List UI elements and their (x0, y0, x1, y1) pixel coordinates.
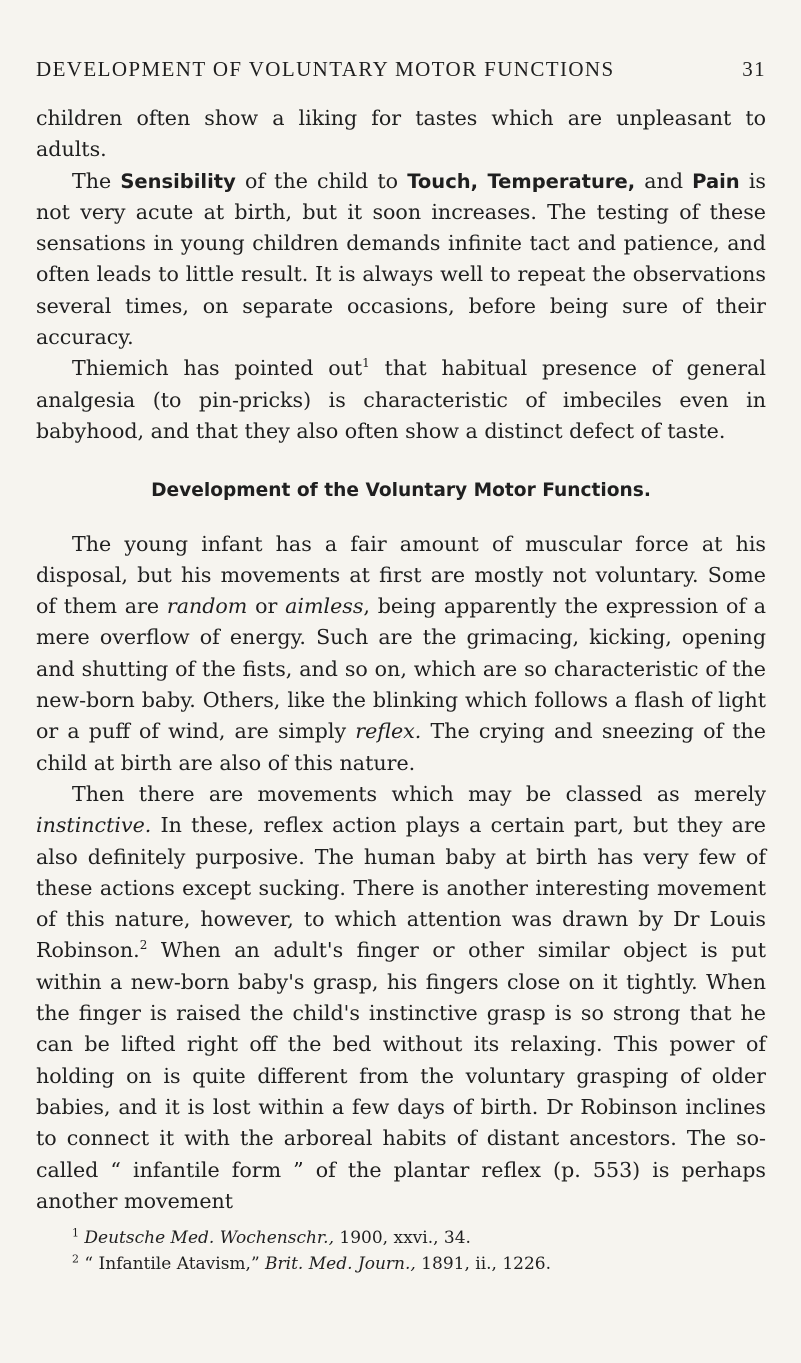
italic-term: random (166, 594, 248, 619)
footnotes (36, 1225, 766, 1277)
bold-term: Pain (692, 169, 740, 193)
page-number: 31 (742, 57, 766, 81)
paragraph-thiemich: Thiemich has pointed out$^1$ that habitual presence of general analgesia (to pin-pricks) is characteristic of imbeciles even in babyhood, and that they also often show a distinct defect of taste. (36, 356, 767, 443)
paragraph-sensibility: The Sensibility of the child to Touch, Temperature, and Pain is not very acute at birth, but it soon increases. The testing of these sensations in young children demands infinite tact and patience, and often leads to little result. It is always well to repeat the observations several times, on separate occasions, before being sure of their accuracy. (36, 168, 766, 350)
footnote-ref: 1 (362, 356, 370, 371)
paragraph-continuation: children often show a liking for tastes which are unpleasant to adults. (36, 106, 766, 162)
footnote-1: $^1$ Deutsche Med. Wochenschr., 1900, xxvi., 34. (72, 1226, 471, 1249)
paragraph-young-infant: The young infant has a fair amount of muscular force at his disposal, but his movements at first are mostly not voluntary. Some of them are random or aimless, being apparently the expression of a mere overflow of energy. Such are the grimacing, kicking, opening and shutting of the fists, and so on, which are so characteristic of the new-born baby. Others, like the blinking which follows a flash of light or a puff of wind, are simply reflex. The crying and sneezing of the child at birth are also of this nature. (36, 531, 766, 775)
footnote-2: $^2$ “ Infantile Atavism,” Brit. Med. Journ., 1891, ii., 1226. (72, 1252, 552, 1275)
footnote-ref: 2 (139, 938, 148, 953)
running-header (36, 57, 766, 82)
italic-term: instinctive. (36, 813, 152, 838)
paragraph-instinctive: Then there are movements which may be classed as merely instinctive. In these, reflex action plays a certain part, but they are also definitely purposive. The human baby at birth has very few of these actions except sucking. There is another interesting movement of this nature, however, to which attention was drawn by Dr Louis Robinson.$^2$ When an adult's finger or other similar object is put within a new-born baby's grasp, his fingers close on it tightly. When the finger is raised the child's instinctive grasp is so strong that he can be lifted right off the bed without its relaxing. This power of holding on is quite different from the voluntary grasping of older babies, and it is lost within a few days of birth. Dr Robinson inclines to connect it with the arboreal habits of distant ancestors. The so-called “ infantile form ” of the plantar reflex (p. 553) is perhaps another movement (36, 781, 766, 1213)
body-text (36, 103, 766, 1277)
italic-term: aimless (285, 594, 364, 619)
bold-term: Touch, Temperature, (407, 169, 636, 193)
running-title: DEVELOPMENT OF VOLUNTARY MOTOR FUNCTIONS (36, 57, 615, 81)
italic-term: reflex. (355, 719, 422, 744)
section-heading: Development of the Voluntary Motor Functions. (151, 480, 651, 502)
bold-term: Sensibility (120, 169, 236, 193)
